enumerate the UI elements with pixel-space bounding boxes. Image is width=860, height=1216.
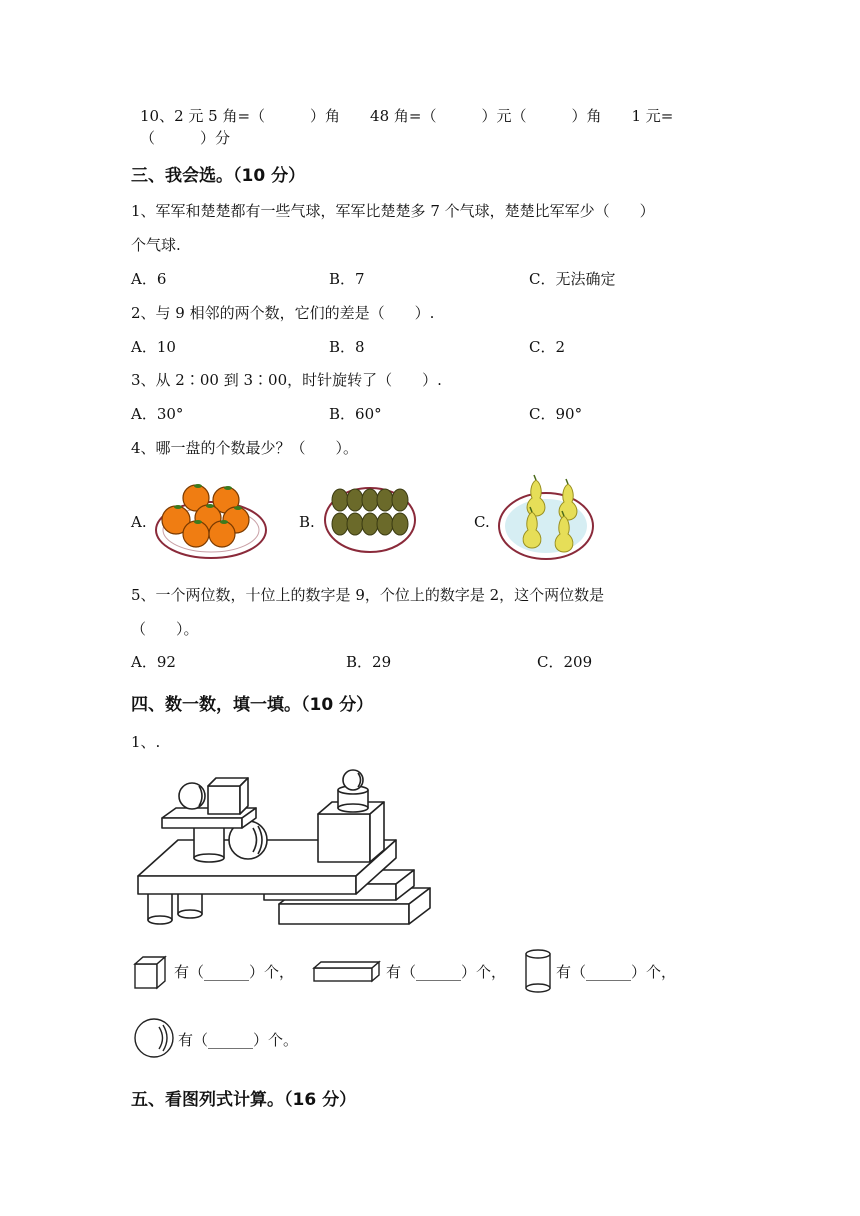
s3-q4-option-a: A. bbox=[131, 513, 147, 531]
s3-q2-option-c: C．2 bbox=[529, 338, 566, 356]
s3-q1-option-a: A．6 bbox=[131, 270, 167, 288]
s4-q1-label: 1、. bbox=[131, 733, 161, 751]
sphere-icon bbox=[133, 1017, 175, 1059]
kiwis-plate-image bbox=[322, 482, 418, 556]
s3-q2-option-a: A．10 bbox=[131, 338, 176, 356]
section3-title: 三、我会选。（10 分） bbox=[131, 166, 306, 186]
rectangular-board-icon bbox=[312, 960, 382, 984]
s3-q5-option-c: C．209 bbox=[537, 653, 593, 671]
fill-board-count: 有（______）个， bbox=[386, 963, 507, 981]
fill-cube-count: 有（______）个， bbox=[174, 963, 295, 981]
cylinder-icon bbox=[523, 948, 555, 994]
stacked-shapes-image bbox=[134, 766, 434, 928]
s3-q1-option-c: C．无法确定 bbox=[529, 270, 616, 288]
s3-q1-option-b: B．7 bbox=[329, 270, 365, 288]
section5-title: 五、看图列式计算。（16 分） bbox=[131, 1090, 357, 1110]
s3-q3-option-b: B．60° bbox=[329, 405, 382, 423]
q10-line1: 10、2 元 5 角=（ ）角 48 角=（ ）元（ ）角 1 元= bbox=[140, 107, 674, 125]
s3-q5-text2: （ ）。 bbox=[131, 620, 199, 638]
s3-q3-text: 3、从 2∶00 到 3∶00，时针旋转了（ ）. bbox=[131, 371, 442, 389]
s3-q4-option-c: C. bbox=[474, 513, 490, 531]
pears-plate-image bbox=[496, 474, 596, 562]
s3-q4-option-b: B. bbox=[299, 513, 315, 531]
section4-title: 四、数一数，填一填。（10 分） bbox=[131, 695, 374, 715]
s3-q3-option-a: A．30° bbox=[131, 405, 184, 423]
fill-sphere-count: 有（______）个。 bbox=[178, 1031, 299, 1049]
fill-cylinder-count: 有（______）个， bbox=[556, 963, 677, 981]
s3-q2-text: 2、与 9 相邻的两个数，它们的差是（ ）. bbox=[131, 304, 435, 322]
cube-icon bbox=[133, 954, 167, 990]
oranges-plate-image bbox=[152, 478, 270, 560]
s3-q1-text1: 1、军军和楚楚都有一些气球，军军比楚楚多 7 个气球，楚楚比军军少（ ） bbox=[131, 202, 655, 220]
s3-q3-option-c: C．90° bbox=[529, 405, 583, 423]
s3-q5-text1: 5、一个两位数，十位上的数字是 9，个位上的数字是 2，这个两位数是 bbox=[131, 586, 605, 604]
s3-q5-option-a: A．92 bbox=[131, 653, 176, 671]
q10-line2: （ ）分 bbox=[140, 129, 231, 147]
s3-q4-text: 4、哪一盘的个数最少？（ ）。 bbox=[131, 439, 359, 457]
s3-q5-option-b: B．29 bbox=[346, 653, 392, 671]
s3-q2-option-b: B．8 bbox=[329, 338, 365, 356]
s3-q1-text2: 个气球. bbox=[131, 236, 181, 254]
